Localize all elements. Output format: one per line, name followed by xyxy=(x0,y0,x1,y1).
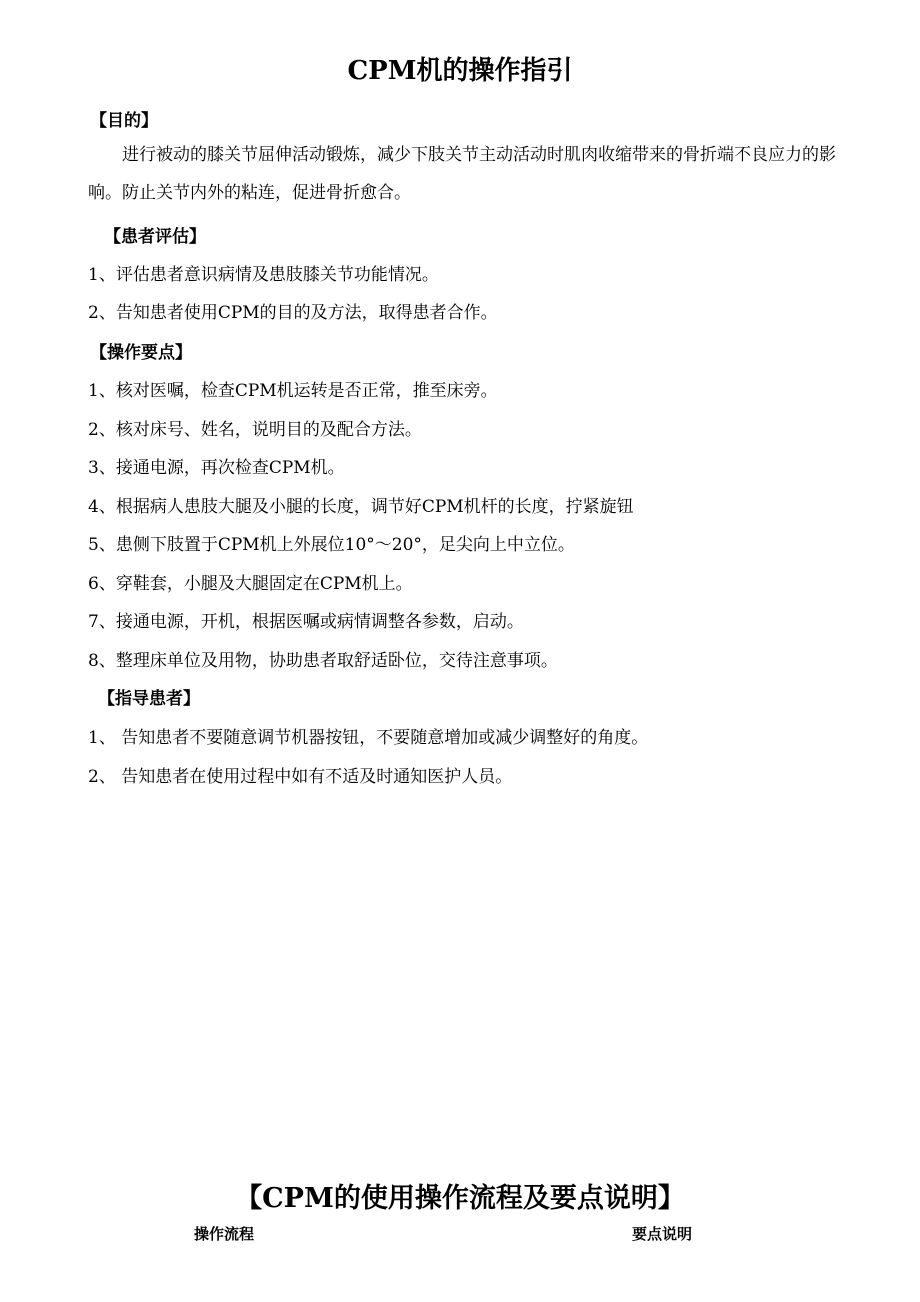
guidance-heading: 【指导患者】 xyxy=(98,689,200,709)
operation-item: 6、穿鞋套，小腿及大腿固定在CPM机上。 xyxy=(88,574,413,594)
operation-item: 1、核对医嘱，检查CPM机运转是否正常，推至床旁。 xyxy=(88,381,498,401)
page-title: CPM机的操作指引 xyxy=(347,56,573,86)
purpose-body: 进行被动的膝关节屈伸活动锻炼，减少下肢关节主动活动时肌肉收缩带来的骨折端不良应力的影响。防止关节内外的粘连，促进骨折愈合。 xyxy=(88,145,836,203)
operation-item: 4、根据病人患肢大腿及小腿的长度，调节好CPM机杆的长度，拧紧旋钮 xyxy=(88,497,634,517)
flow-column-right: 要点说明 xyxy=(632,1225,693,1243)
operation-heading: 【操作要点】 xyxy=(90,343,192,363)
operation-item: 2、核对床号、姓名，说明目的及配合方法。 xyxy=(88,420,422,440)
assessment-heading: 【患者评估】 xyxy=(104,227,206,247)
operation-item: 3、接通电源，再次检查CPM机。 xyxy=(88,458,345,478)
operation-item: 8、整理床单位及用物，协助患者取舒适卧位，交待注意事项。 xyxy=(88,651,558,671)
assessment-item: 2、告知患者使用CPM的目的及方法，取得患者合作。 xyxy=(88,303,498,323)
assessment-item: 1、评估患者意识病情及患肢膝关节功能情况。 xyxy=(88,265,439,285)
guidance-item: 2、 告知患者在使用过程中如有不适及时通知医护人员。 xyxy=(88,767,513,787)
guidance-item: 1、 告知患者不要随意调节机器按钮，不要随意增加或减少调整好的角度。 xyxy=(88,728,649,748)
operation-item: 5、患侧下肢置于CPM机上外展位10°～20°，足尖向上中立位。 xyxy=(88,535,575,555)
purpose-heading: 【目的】 xyxy=(90,111,158,131)
flow-title: 【CPM的使用操作流程及要点说明】 xyxy=(235,1183,685,1214)
operation-item: 7、接通电源，开机，根据医嘱或病情调整各参数，启动。 xyxy=(88,612,524,632)
flow-column-left: 操作流程 xyxy=(194,1225,255,1243)
